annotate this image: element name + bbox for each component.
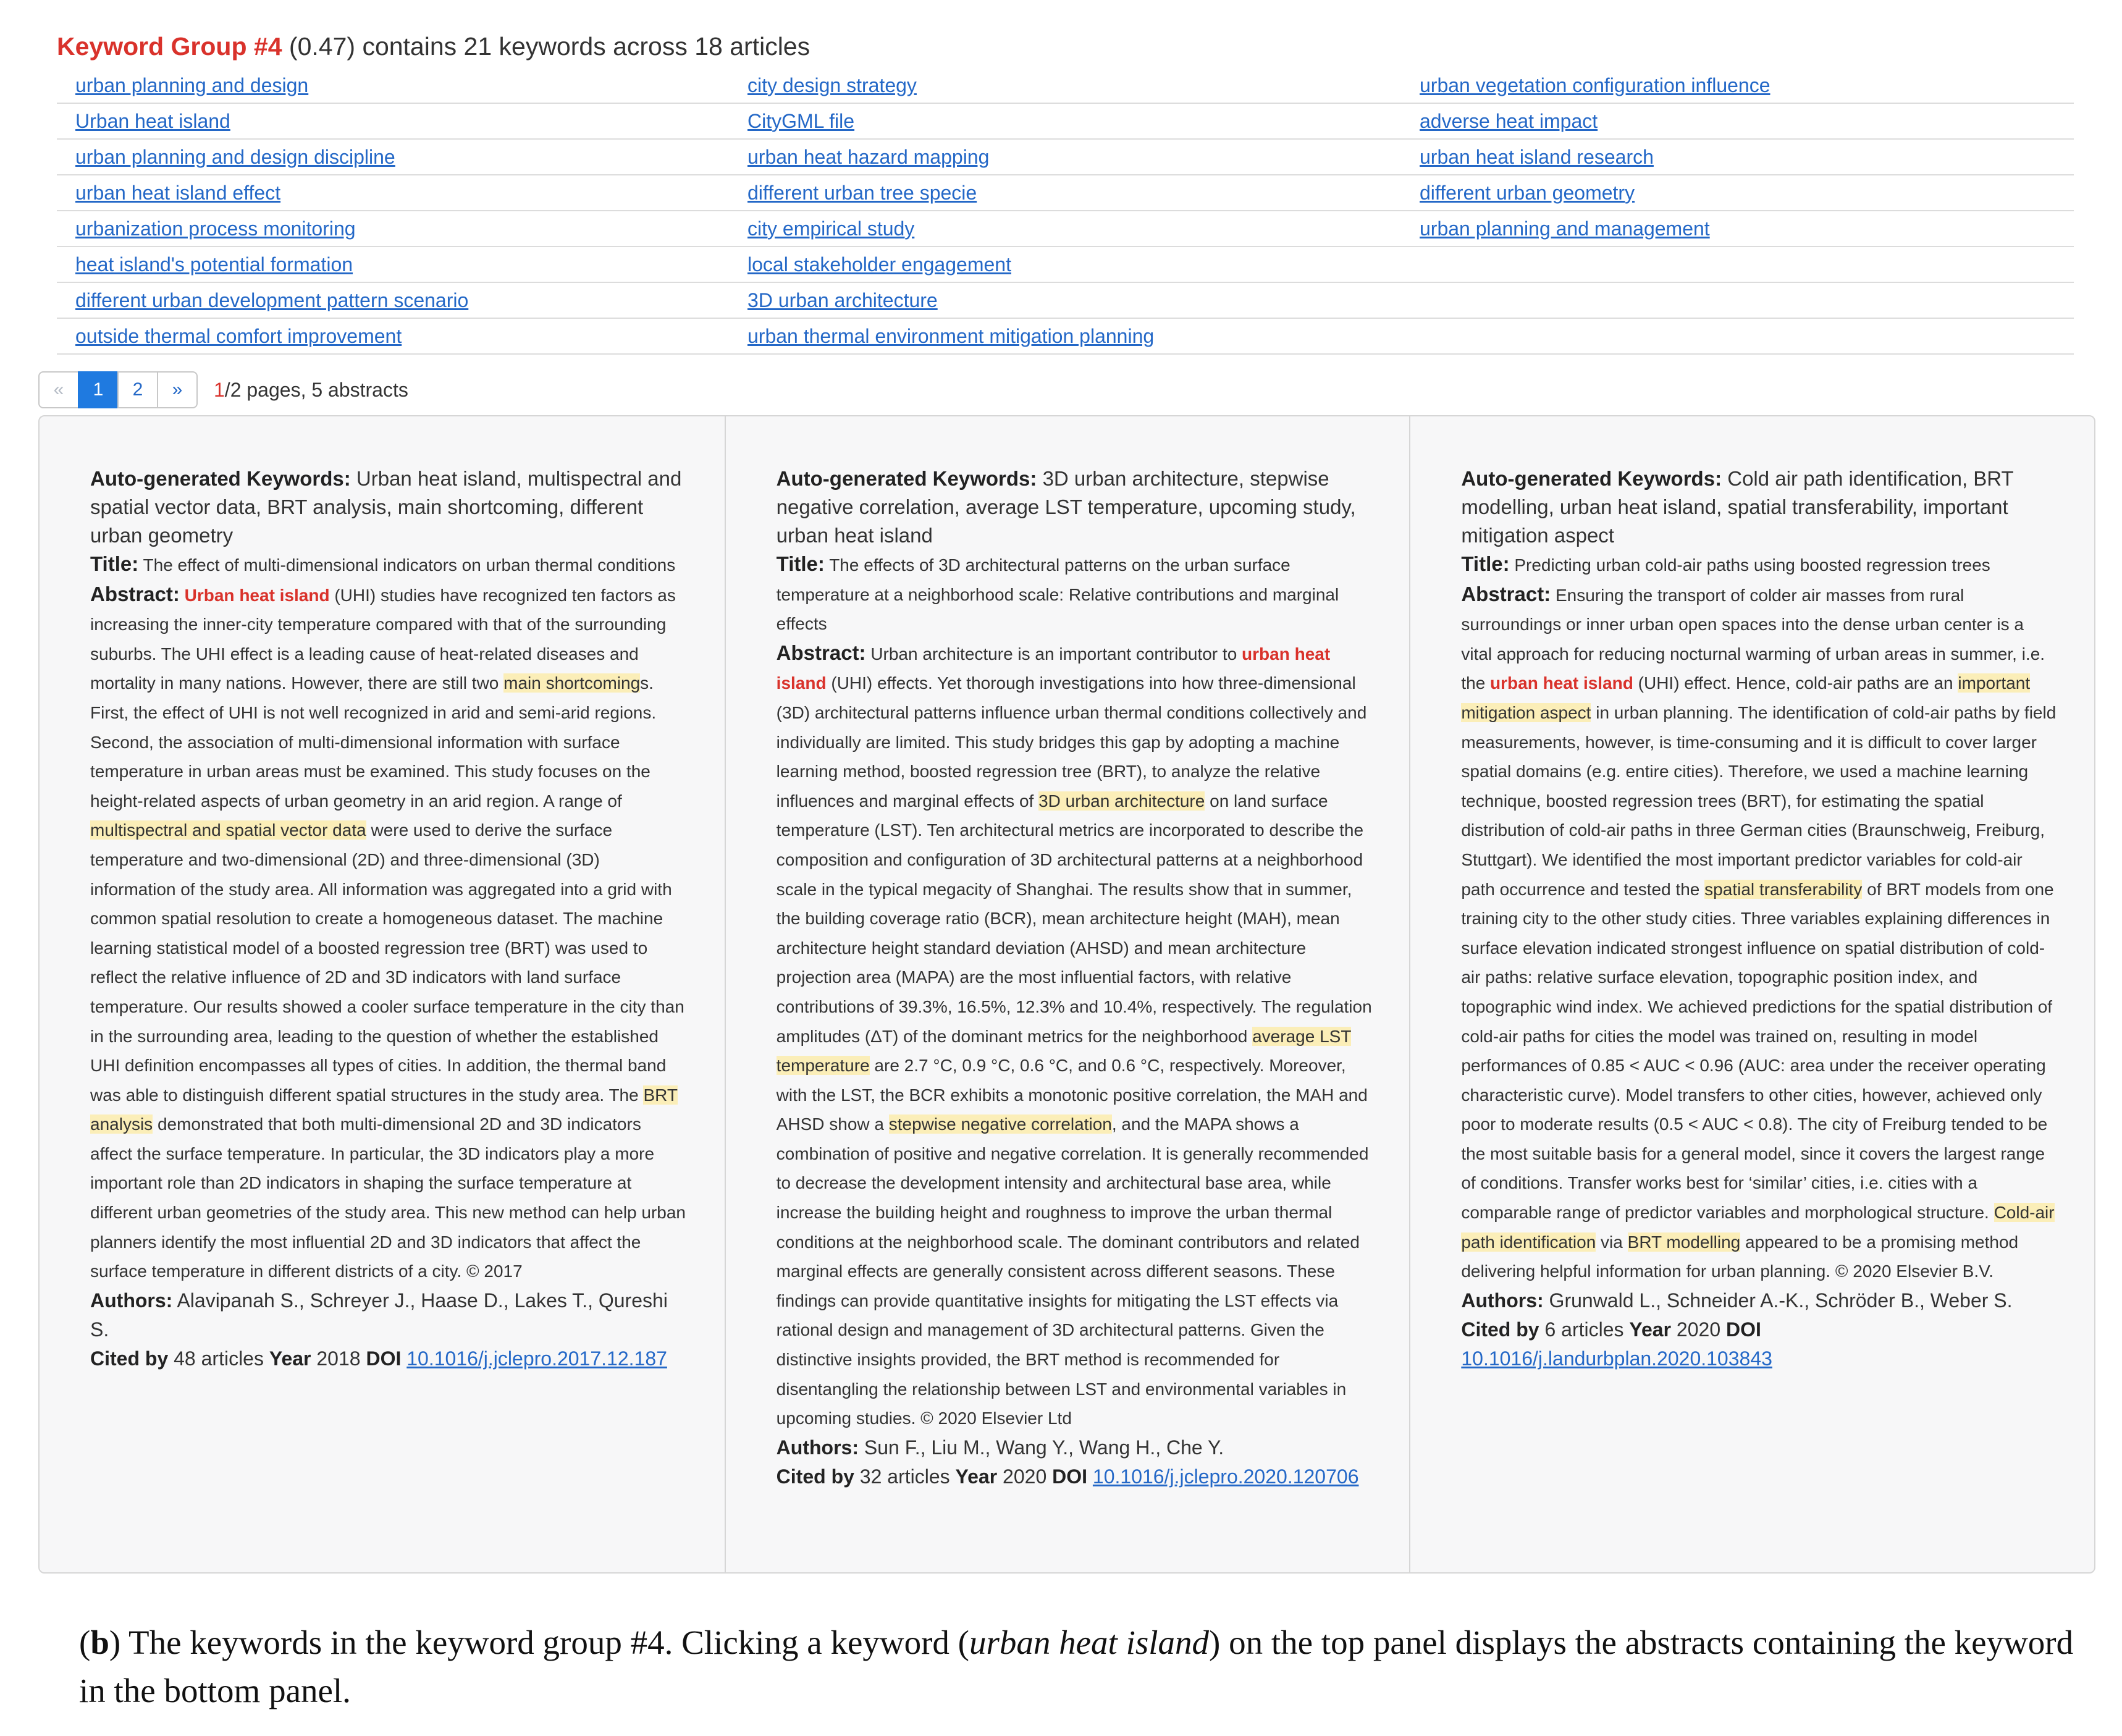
auto-keywords [777, 465, 1373, 550]
abstract-label: Abstract: [90, 582, 180, 605]
keyword-row [57, 68, 2074, 104]
citation-info [1461, 1315, 2057, 1373]
caption-open-paren: ( [79, 1624, 91, 1661]
selected-keyword-highlight: urban heat island [1490, 673, 1633, 693]
abstract-label: Abstract: [776, 641, 866, 664]
highlighted-keyword: BRT analysis [90, 1085, 678, 1134]
authors-label: Authors: [90, 1289, 173, 1312]
year-value: 2020 [1003, 1465, 1047, 1488]
keywords-label: Auto-generated Keywords: [776, 467, 1037, 490]
group-summary: contains 21 keywords across 18 articles [362, 32, 810, 61]
keyword-cell [729, 325, 1401, 348]
year-label: Year [269, 1347, 311, 1370]
doi-label: DOI [1726, 1318, 1761, 1341]
auto-keywords [1461, 465, 2057, 550]
authors-label: Authors: [776, 1436, 859, 1459]
highlighted-keyword: Cold-air path identification [1461, 1203, 2055, 1252]
article-title [90, 550, 688, 580]
year-value: 2018 [316, 1347, 361, 1370]
caption-text-2: ) on the top panel displays the abstracts containing the keyword in the bottom panel. [79, 1624, 2074, 1709]
keyword-row [57, 319, 2074, 355]
authors [777, 1433, 1373, 1462]
highlighted-keyword: spatial transferability [1704, 879, 1863, 899]
authors [1461, 1286, 2057, 1315]
doi-link[interactable]: 10.1016/j.jclepro.2017.12.187 [406, 1347, 667, 1370]
cited-by-label: Cited by [1461, 1318, 1539, 1341]
abstract-segment: Ensuring the transport of colder air masses from rural surroundings or inner urban open spaces into the dense urban center is a vital approach for reducing nocturnal warming of urban areas in summer, i.e. the [1461, 585, 2045, 693]
abstract-label: Abstract: [1461, 582, 1551, 605]
cited-count: 6 [1544, 1318, 1556, 1341]
keyword-cell [57, 110, 729, 133]
page-2-button[interactable]: 2 [117, 371, 158, 408]
articles-word: articles [887, 1465, 950, 1488]
keywords-label: Auto-generated Keywords: [1461, 467, 1722, 490]
doi-label: DOI [366, 1347, 402, 1370]
keyword-cell [57, 182, 729, 204]
keyword-cell [729, 110, 1401, 133]
authors-value: Alavipanah S., Schreyer J., Haase D., Lakes T., Qureshi S. [90, 1289, 668, 1341]
keyword-link[interactable]: urban planning and design [75, 74, 309, 96]
highlighted-keyword: 3D urban architecture [1038, 791, 1205, 811]
abstract-text [777, 639, 1373, 1433]
keyword-cell [57, 325, 729, 348]
abstract-segment: in urban planning. The identification of cold-air paths by field measurements, however, is time-consuming and it is difficult to cover larger spatial domains (e.g. entire cities). Therefore, we used a machine learning technique, boosted regression trees (BRT), for estimating the spatial distribution of cold-air paths in three German cities (Braunschweig, Freiburg, Stuttgart). We identified the most important predictor variables for cold-air path occurrence and tested the [1461, 702, 2057, 899]
authors [90, 1286, 688, 1344]
highlighted-keyword: BRT modelling [1627, 1232, 1741, 1252]
next-page-button[interactable]: » [157, 371, 198, 408]
highlighted-keyword: average LST temperature [776, 1026, 1352, 1076]
abstract-segment: of BRT models from one training city to the other study cities. Three variables explaining differences in surface elevation indicated strongest influence on spatial distribution of cold-air paths: relative surface elevation, topographic position index, and topographic wind index. We achieved predictions for the spatial distribution of cold-air paths for cities the model was trained on, resulting in model performances of 0.85 < AUC < 0.96 (AUC: area under the receiver operating characteristic curve). Model transfers to other cities, however, achieved only poor to moderate results (0.5 < AUC < 0.8). The city of Freiburg tended to be the most suitable basis for a general model, since it covers the largest range of conditions. Transfer works best for ‘similar’ cities, i.e. cities with a comparable range of predictor variables and morphological structure. [1461, 879, 2054, 1223]
authors-label: Authors: [1461, 1289, 1544, 1312]
keywords-label: Auto-generated Keywords: [90, 467, 351, 490]
keyword-cell [57, 289, 729, 312]
caption-letter: b [90, 1624, 109, 1661]
abstract-segment: (UHI) studies have recognized ten factors as increasing the inner-city temperature compared with that of the surrounding suburbs. The UHI effect is a leading cause of heat-related diseases and mortality in many nations. However, there are still two [90, 585, 676, 693]
title-label: Title: [90, 552, 139, 575]
keyword-link[interactable]: different urban geometry [1420, 181, 1635, 204]
keyword-cell [729, 217, 1401, 240]
doi-link[interactable]: 10.1016/j.landurbplan.2020.103843 [1461, 1347, 1772, 1370]
keyword-link[interactable]: urban heat hazard mapping [747, 145, 990, 168]
keyword-cell [1401, 110, 2073, 133]
title-label: Title: [776, 552, 825, 575]
cited-count: 48 [174, 1347, 196, 1370]
keyword-link[interactable]: CityGML file [747, 109, 855, 132]
highlighted-keyword: stepwise negative correlation [888, 1114, 1112, 1134]
highlighted-keyword: multispectral and spatial vector data [90, 820, 366, 840]
doi-link[interactable]: 10.1016/j.jclepro.2020.120706 [1092, 1465, 1359, 1488]
keyword-link[interactable]: city empirical study [747, 217, 915, 240]
keyword-row [57, 283, 2074, 319]
keyword-row [57, 247, 2074, 283]
keyword-cell [729, 74, 1401, 97]
citation-info [777, 1462, 1373, 1491]
page-summary: /2 pages, 5 abstracts [224, 378, 408, 401]
article-title [777, 550, 1373, 639]
abstract-card [1409, 416, 2094, 1572]
keyword-link[interactable]: Urban heat island [75, 109, 230, 132]
abstract-card [40, 416, 725, 1572]
keyword-link[interactable]: urbanization process monitoring [75, 217, 356, 240]
page-info [214, 379, 408, 402]
keyword-row [57, 175, 2074, 211]
current-page: 1 [214, 378, 225, 401]
selected-keyword-highlight: urban heat island [776, 644, 1331, 693]
title-value: The effect of multi-dimensional indicators on urban thermal conditions [143, 555, 676, 575]
keywords-value: 3D urban architecture, stepwise negative correlation, average LST temperature, upcoming study, urban heat island [776, 467, 1356, 547]
articles-word: articles [201, 1347, 264, 1370]
keywords-value: Cold air path identification, BRT modelling, urban heat island, spatial transferability, important mitigation aspect [1461, 467, 2014, 547]
keyword-link[interactable]: adverse heat impact [1420, 109, 1598, 132]
authors-value: Grunwald L., Schneider A.-K., Schröder B., Weber S. [1549, 1289, 2013, 1312]
group-name: Keyword Group #4 [57, 32, 282, 61]
keyword-row [57, 104, 2074, 140]
caption-italic: urban heat island [969, 1624, 1210, 1661]
citation-info [90, 1344, 688, 1373]
highlighted-keyword: main shortcoming [503, 673, 641, 693]
abstract-segment: (UHI) effects. Yet thorough investigations into how three-dimensional (3D) architectural patterns influence urban thermal conditions collectively and individually are limited. This study bridges this gap by adopting a machine learning method, boosted regression tree (BRT), to analyze the relative influences and marginal effects of [776, 673, 1367, 811]
abstract-text [1461, 580, 2057, 1286]
keyword-cell [57, 217, 729, 240]
keyword-row [57, 211, 2074, 247]
keyword-link[interactable]: heat island's potential formation [75, 253, 353, 276]
keyword-link[interactable]: different urban development pattern scenario [75, 289, 469, 311]
keyword-link[interactable]: 3D urban architecture [747, 289, 938, 311]
highlighted-keyword: important mitigation aspect [1461, 673, 2031, 722]
article-title [1461, 550, 2057, 580]
abstracts-panel [38, 415, 2095, 1574]
keyword-cell [729, 289, 1401, 312]
authors-value: Sun F., Liu M., Wang Y., Wang H., Che Y. [864, 1436, 1224, 1459]
year-value: 2020 [1676, 1318, 1721, 1341]
abstract-card [725, 416, 1410, 1572]
keyword-cell [57, 74, 729, 97]
auto-keywords [90, 465, 688, 550]
caption-close-paren: ) [109, 1624, 121, 1661]
group-score: (0.47) [288, 32, 356, 61]
abstract-segment: via [1596, 1232, 1628, 1252]
articles-word: articles [1561, 1318, 1624, 1341]
abstract-segment: s. First, the effect of UHI is not well recognized in arid and semi-arid regions. Second, the association of multi-dimensional information with surface temperature in urban areas must be examined. This study focuses on the height-related aspects of urban geometry in an arid region. A range of [90, 673, 657, 811]
selected-keyword-highlight: Urban heat island [184, 585, 330, 605]
keyword-group-header [57, 32, 810, 61]
abstract-segment: Urban architecture is an important contributor to [870, 644, 1242, 664]
keyword-link[interactable]: different urban tree specie [747, 181, 977, 204]
keyword-link[interactable]: urban planning and management [1420, 217, 1710, 240]
abstract-segment: , and the MAPA shows a combination of positive and negative correlation. It is generally recommended to decrease the development intensity and architectural base area, while increase the building height and roughness to improve the urban thermal conditions at the neighborhood scale. The dominant contributors and related marginal effects are generally consistent across different seasons. These findings can provide quantitative insights for mitigating the LST effects via rational design and management of 3D architectural patterns. Given the distinctive insights provided, the BRT method is recommended for disentangling the relationship between LST and environmental variables in upcoming studies. © 2020 Elsevier Ltd [776, 1114, 1369, 1428]
year-label: Year [1629, 1318, 1672, 1341]
page-1-button[interactable]: 1 [78, 371, 119, 408]
keyword-link[interactable]: urban heat island effect [75, 181, 281, 204]
doi-label: DOI [1052, 1465, 1088, 1488]
keyword-link[interactable]: urban planning and design discipline [75, 145, 395, 168]
prev-page-button[interactable]: « [38, 371, 79, 408]
keyword-cell [729, 182, 1401, 204]
keyword-link[interactable]: urban thermal environment mitigation planning [747, 324, 1155, 347]
abstract-segment: on land surface temperature (LST). Ten architectural metrics are incorporated to describe the composition and configuration of 3D architectural patterns at a neighborhood scale in the typical megacity of Shanghai. The results show that in summer, the building coverage ratio (BCR), mean architecture height (MAH), mean architecture height standard deviation (AHSD) and mean architecture projection area (MAPA) are the most influential factors, with relative contributions of 39.3%, 16.5%, 12.3% and 10.4%, respectively. The regulation amplitudes (ΔT) of the dominant metrics for the neighborhood [776, 791, 1372, 1046]
keyword-cell [1401, 182, 2073, 204]
title-value: The effects of 3D architectural patterns on the urban surface temperature at a neighborhood scale: Relative contributions and marginal effects [776, 555, 1339, 634]
keyword-table [57, 68, 2074, 355]
cited-count: 32 [859, 1465, 882, 1488]
abstract-text [90, 580, 688, 1286]
caption-text-1: The keywords in the keyword group #4. Clicking a keyword ( [120, 1624, 969, 1661]
abstract-segment: demonstrated that both multi-dimensional 2D and 3D indicators affect the surface temperature. In particular, the 3D indicators play a more important role than 2D indicators in shaping the surface temperature at different urban geometries of the study area. This new method can help urban planners identify the most influential 2D and 3D indicators that affect the surface temperature in different districts of a city. © 2017 [90, 1114, 686, 1281]
keyword-cell [57, 146, 729, 169]
cited-by-label: Cited by [776, 1465, 854, 1488]
year-label: Year [955, 1465, 998, 1488]
keyword-row [57, 140, 2074, 175]
keyword-cell [1401, 217, 2073, 240]
pagination [38, 371, 408, 408]
abstract-segment: were used to derive the surface temperature and two-dimensional (2D) and three-dimensional (3D) information of the study area. All information was aggregated into a grid with common spatial resolution to create a homogeneous dataset. The machine learning statistical model of a boosted regression tree (BRT) was used to reflect the relative influence of 2D and 3D indicators with land surface temperature. Our results showed a cooler surface temperature in the city than in the surrounding area, leading to the question of whether the established UHI definition encompasses all types of cities. In addition, the thermal band was able to distinguish different spatial structures in the study area. The [90, 820, 684, 1105]
title-label: Title: [1461, 552, 1510, 575]
abstract-segment: (UHI) effect. Hence, cold-air paths are an [1633, 673, 1958, 693]
keyword-cell [1401, 74, 2073, 97]
keyword-cell [729, 253, 1401, 276]
keyword-link[interactable]: local stakeholder engagement [747, 253, 1011, 276]
keyword-link[interactable]: city design strategy [747, 74, 917, 96]
keyword-link[interactable]: urban vegetation configuration influence [1420, 74, 1770, 96]
keyword-link[interactable]: urban heat island research [1420, 145, 1654, 168]
keyword-cell [729, 146, 1401, 169]
abstract-segment: are 2.7 °C, 0.9 °C, 0.6 °C, and 0.6 °C, respectively. Moreover, with the LST, the BCR exhibits a monotonic positive correlation, the MAH and AHSD show a [776, 1056, 1368, 1134]
keyword-cell [57, 253, 729, 276]
abstract-segment: appeared to be a promising method delivering helpful information for urban planning. © 2020 Elsevier B.V. [1461, 1232, 2019, 1281]
title-value: Predicting urban cold-air paths using boosted regression trees [1514, 555, 1990, 575]
keyword-cell [1401, 146, 2073, 169]
keywords-value: Urban heat island, multispectral and spatial vector data, BRT analysis, main shortcoming, different urban geometry [90, 467, 682, 547]
cited-by-label: Cited by [90, 1347, 169, 1370]
figure-caption [79, 1619, 2093, 1715]
keyword-link[interactable]: outside thermal comfort improvement [75, 324, 402, 347]
